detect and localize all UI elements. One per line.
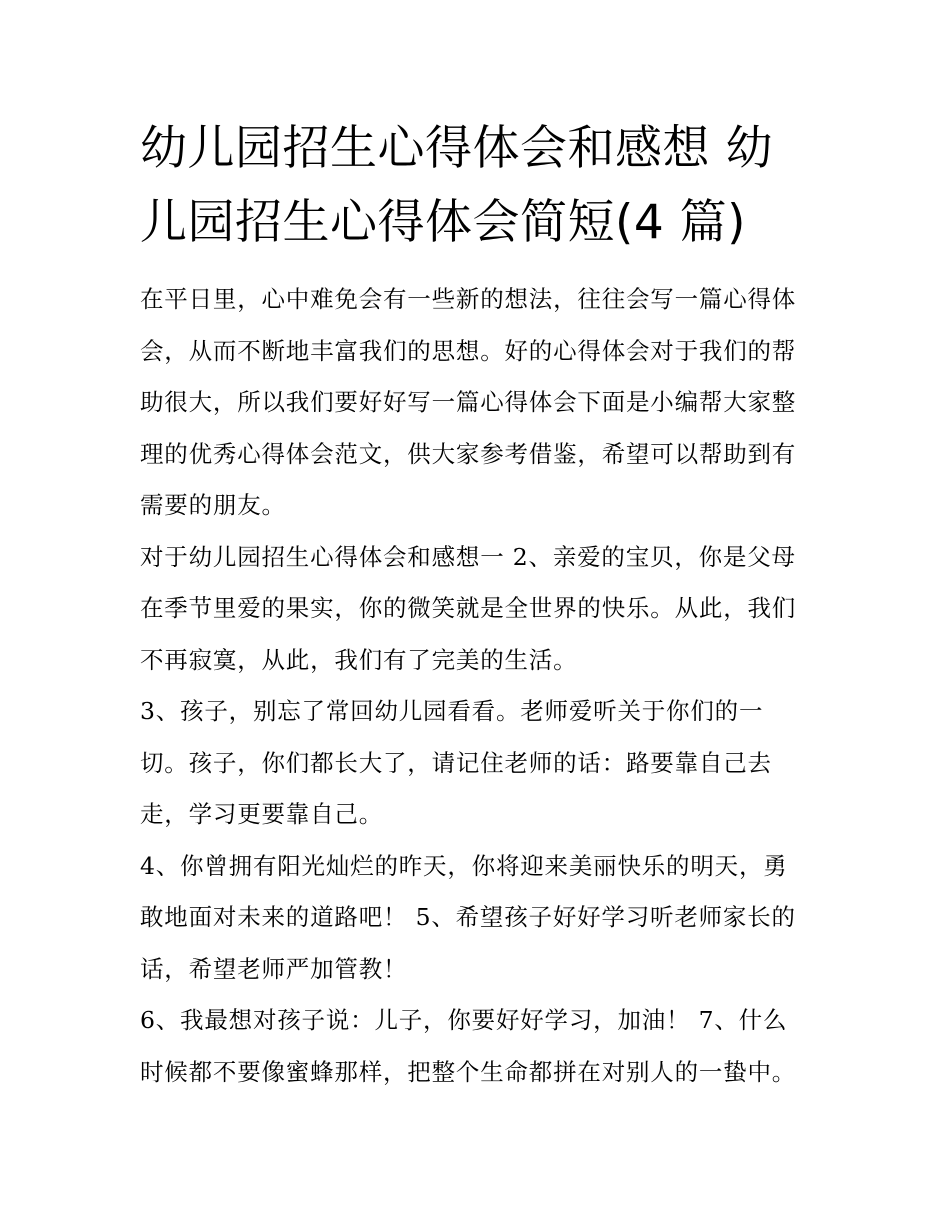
paragraph-line: 在平日里，心中难免会有一些新的想法，往往会写一篇心得体	[140, 285, 797, 313]
paragraph-line: 敢地面对未来的道路吧！ 5、希望孩子好好学习听老师家长的	[140, 903, 796, 931]
document-content	[140, 112, 812, 1098]
paragraph-line: 助很大，所以我们要好好写一篇心得体会下面是小编帮大家整	[140, 388, 797, 416]
paragraph-line: 会，从而不断地丰富我们的思想。好的心得体会对于我们的帮	[140, 336, 797, 365]
intro-paragraph	[140, 274, 812, 532]
paragraph-line: 6、我最想对孩子说：儿子，你要好好学习，加油！ 7、什么	[140, 1006, 788, 1034]
paragraph-line: 4、你曾拥有阳光灿烂的昨天，你将迎来美丽快乐的明天，勇	[140, 851, 788, 880]
paragraph-line: 3、孩子，别忘了常回幼儿园看看。老师爱听关于你们的一	[140, 697, 764, 725]
paragraph-line: 在季节里爱的果实，你的微笑就是全世界的快乐。从此，我们	[140, 594, 797, 622]
paragraph-line: 理的优秀心得体会范文，供大家参考借鉴，希望可以帮助到有	[140, 439, 797, 468]
body-paragraph	[140, 995, 812, 1098]
title-line: 幼儿园招生心得体会和感想 幼	[140, 121, 773, 176]
paragraph-line: 话，希望老师严加管教！	[140, 954, 408, 983]
document-title	[140, 112, 812, 260]
body-paragraph	[140, 532, 812, 687]
paragraph-line: 对于幼儿园招生心得体会和感想一 2、亲爱的宝贝，你是父母	[140, 542, 796, 571]
title-line: 儿园招生心得体会简短(4 篇)	[140, 195, 747, 250]
paragraph-line: 切。孩子，你们都长大了，请记住老师的话：路要靠自己去	[140, 748, 772, 777]
document-body	[140, 274, 812, 1098]
body-paragraph	[140, 841, 812, 996]
paragraph-line: 不再寂寞，从此，我们有了完美的生活。	[140, 645, 578, 674]
paragraph-line: 需要的朋友。	[140, 491, 286, 519]
paragraph-line: 走，学习更要靠自己。	[140, 800, 383, 828]
paragraph-line: 时候都不要像蜜蜂那样，把整个生命都拼在对别人的一蛰中。	[140, 1057, 797, 1086]
body-paragraph	[140, 686, 812, 841]
